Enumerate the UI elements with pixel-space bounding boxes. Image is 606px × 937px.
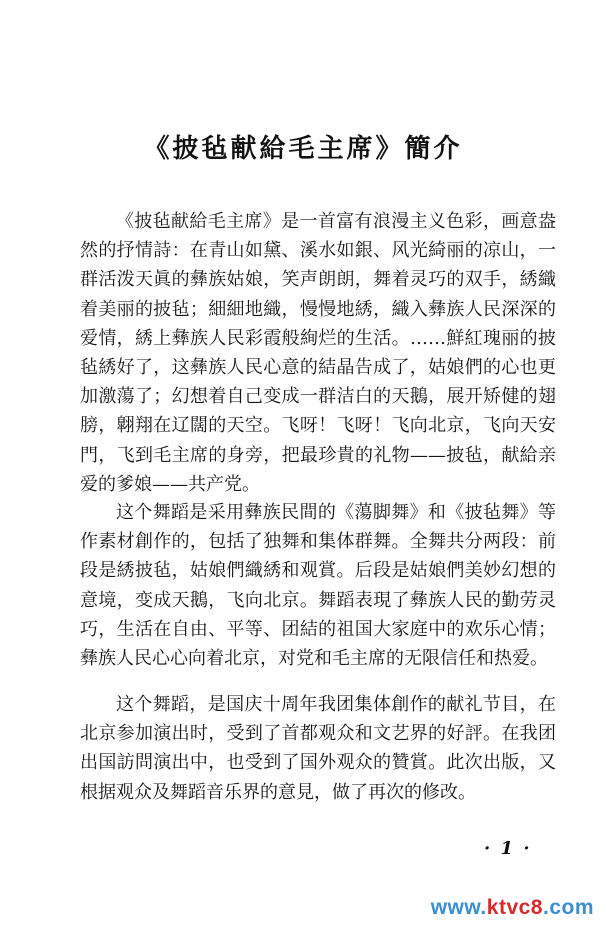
- page-number: · 1 ·: [484, 838, 532, 859]
- paragraph-text: 《披毡献給毛主席》是一首富有浪漫主义色彩，画意盎然的抒情詩：在青山如黛、溪水如銀、风光綺丽的凉山，一群活泼天眞的彝族姑娘，笑声朗朗，舞着灵巧的双手，綉織着美丽的披毡；細細地織，慢慢地綉，織入彝族人民深深的爱情，綉上彝族人民彩霞般絢烂的生活。……鮮紅瑰丽的披毡綉好了，这彝族人民心意的結晶告成了，姑娘們的心也更加激蕩了；幻想着自己变成一群洁白的天鵝，展开矫健的翅膀，翺翔在辽闊的天空。飞呀！飞呀！飞向北京，飞向天安門，飞到毛主席的身旁，把最珍貴的礼物——披毡，献給亲爱的爹娘——共产党。: [80, 211, 556, 495]
- body-paragraph-1: [80, 207, 556, 499]
- watermark-prefix: www.: [430, 896, 487, 919]
- body-paragraph-3: [80, 690, 556, 807]
- paragraph-text: 这个舞蹈，是国庆十周年我团集体創作的献礼节目，在北京参加演出时，受到了首都观众和文艺界的好評。在我团出国訪問演出中，也受到了国外观众的贊賞。此次出版，又根据观众及舞蹈音乐界的意見，做了再次的修改。: [80, 694, 556, 803]
- site-watermark: [431, 896, 594, 920]
- page-title: 《披毡献給毛主席》簡介: [143, 134, 463, 164]
- body-paragraph-2: [80, 498, 556, 673]
- watermark-brand: ktvc8: [486, 896, 543, 919]
- watermark-suffix: .com: [542, 896, 594, 919]
- paragraph-text: 这个舞蹈是采用彝族民間的《蕩脚舞》和《披毡舞》等作素材創作的，包括了独舞和集体群舞。全舞共分两段：前段是綉披毡，姑娘們織綉和观賞。后段是姑娘們美妙幻想的意境，变成天鵝，飞向北京。舞蹈表現了彝族人民的勤劳灵巧，生活在自由、平等、团結的祖国大家庭中的欢乐心情；彝族人民心心向着北京，对党和毛主席的无限信任和热爱。: [80, 502, 556, 670]
